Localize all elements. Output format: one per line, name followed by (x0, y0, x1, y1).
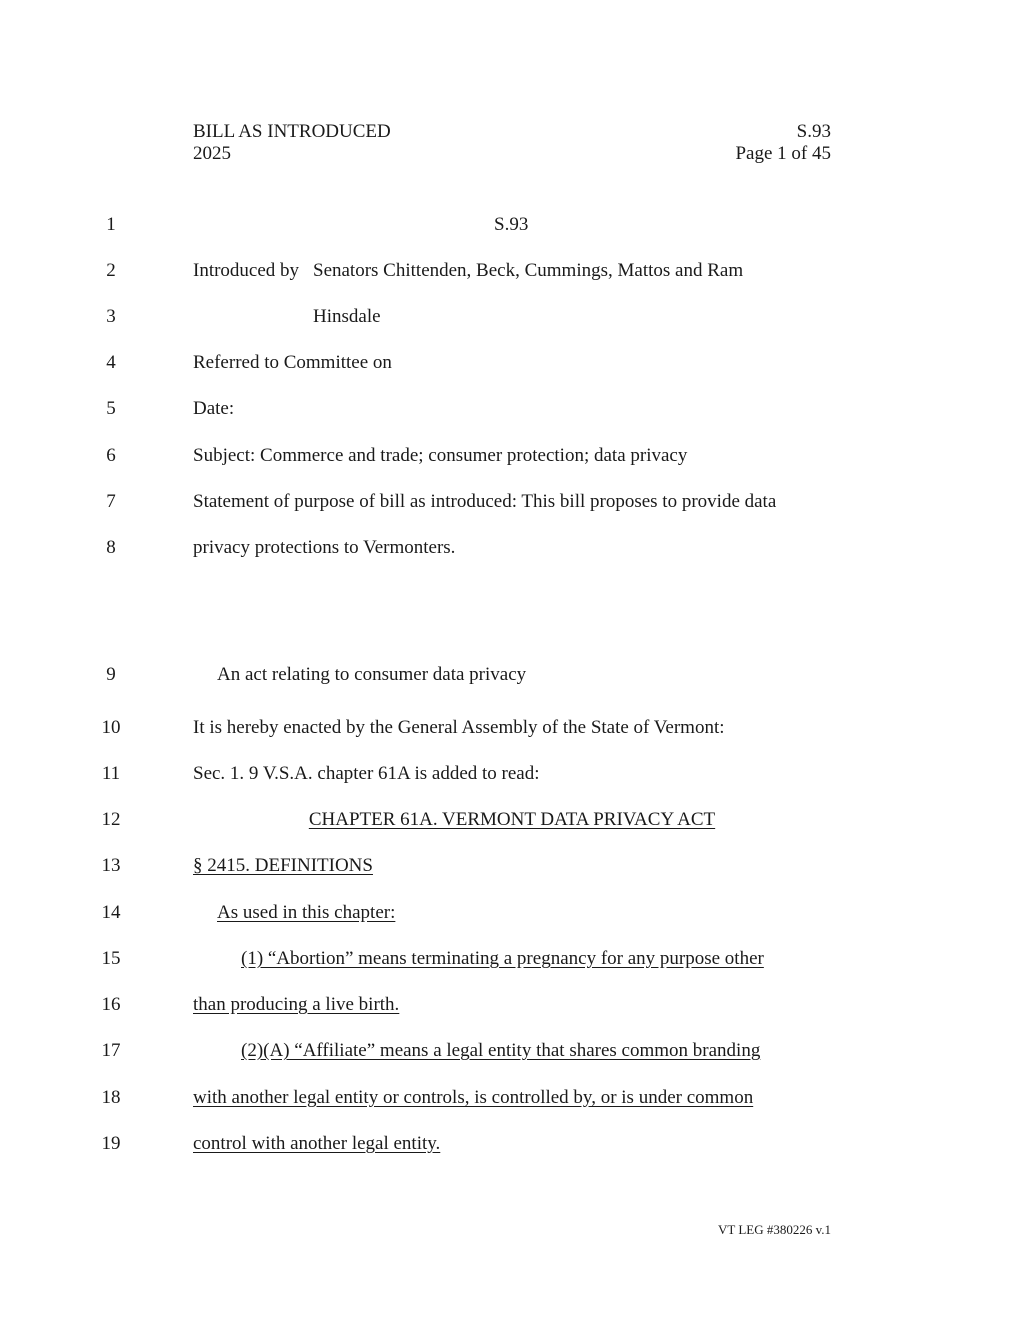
line-number: 4 (106, 352, 116, 373)
bill-line (0, 805, 1024, 835)
section-heading: Sec. 1. 9 V.S.A. chapter 61A is added to read: (193, 763, 540, 784)
definition-affiliate-end: control with another legal entity. (193, 1133, 441, 1154)
bill-line (0, 944, 1024, 974)
bill-line (0, 533, 1024, 563)
line-number: 18 (101, 1087, 121, 1108)
bill-line (0, 759, 1024, 789)
chapter-title-text: CHAPTER 61A. VERMONT DATA PRIVACY ACT (308, 809, 716, 830)
statement-of-purpose: Statement of purpose of bill as introduced: This bill proposes to provide data (193, 491, 777, 512)
definitions-intro: As used in this chapter: (217, 902, 396, 923)
definition-affiliate-continued: with another legal entity or controls, is controlled by, or is under common (193, 1087, 754, 1108)
bill-line (0, 441, 1024, 471)
sponsors-continued: Hinsdale (313, 306, 381, 327)
bill-line (0, 210, 1024, 240)
bill-number: S.93 (796, 121, 831, 142)
line-number: 8 (106, 537, 116, 558)
bill-header-right (735, 121, 831, 165)
bill-header-left (193, 121, 391, 165)
bill-year: 2025 (193, 143, 231, 164)
definition-affiliate: (2)(A) “Affiliate” means a legal entity that shares common branding (241, 1040, 761, 1061)
definition-abortion: (1) “Abortion” means terminating a pregnancy for any purpose other (241, 948, 764, 969)
chapter-title (193, 805, 831, 835)
subject: Subject: Commerce and trade; consumer protection; data privacy (193, 445, 688, 466)
bill-line (0, 1083, 1024, 1113)
line-number: 9 (106, 664, 116, 685)
line-number: 7 (106, 491, 116, 512)
line-number: 14 (101, 902, 121, 923)
bill-line (0, 898, 1024, 928)
line-number: 11 (101, 763, 121, 784)
enacting-clause: It is hereby enacted by the General Assembly of the State of Vermont: (193, 717, 725, 738)
bill-line (0, 713, 1024, 743)
bill-line (0, 394, 1024, 424)
bill-line (0, 302, 1024, 332)
date-label: Date: (193, 398, 235, 419)
definitions-heading: § 2415. DEFINITIONS (193, 855, 373, 876)
page-indicator: Page 1 of 45 (735, 143, 831, 164)
bill-line (0, 851, 1024, 881)
line-number: 15 (101, 948, 121, 969)
bill-title-number: S.93 (494, 214, 529, 235)
line-number: 1 (106, 214, 116, 235)
bill-line (0, 487, 1024, 517)
line-number: 2 (106, 260, 116, 281)
document-footer-id: VT LEG #380226 v.1 (717, 1222, 831, 1237)
bill-line (0, 348, 1024, 378)
line-number: 5 (106, 398, 116, 419)
bill-status: BILL AS INTRODUCED (193, 121, 391, 142)
line-number: 17 (101, 1040, 121, 1061)
bill-line (0, 256, 1024, 286)
bill-line (0, 660, 1024, 690)
bill-line (0, 1036, 1024, 1066)
bill-line (0, 990, 1024, 1020)
definition-abortion-continued: than producing a live birth. (193, 994, 400, 1015)
line-number: 19 (101, 1133, 121, 1154)
line-number: 12 (101, 809, 121, 830)
committee-referral: Referred to Committee on (193, 352, 392, 373)
act-title: An act relating to consumer data privacy (217, 664, 527, 685)
line-number: 13 (101, 855, 121, 876)
bill-line (0, 1129, 1024, 1159)
line-number: 6 (106, 445, 116, 466)
line-number: 3 (106, 306, 116, 327)
sponsors: Senators Chittenden, Beck, Cummings, Mattos and Ram (313, 260, 744, 281)
line-number: 10 (101, 717, 121, 738)
statement-of-purpose-continued: privacy protections to Vermonters. (193, 537, 456, 558)
introduced-by-label: Introduced by (193, 260, 300, 281)
line-number: 16 (101, 994, 121, 1015)
